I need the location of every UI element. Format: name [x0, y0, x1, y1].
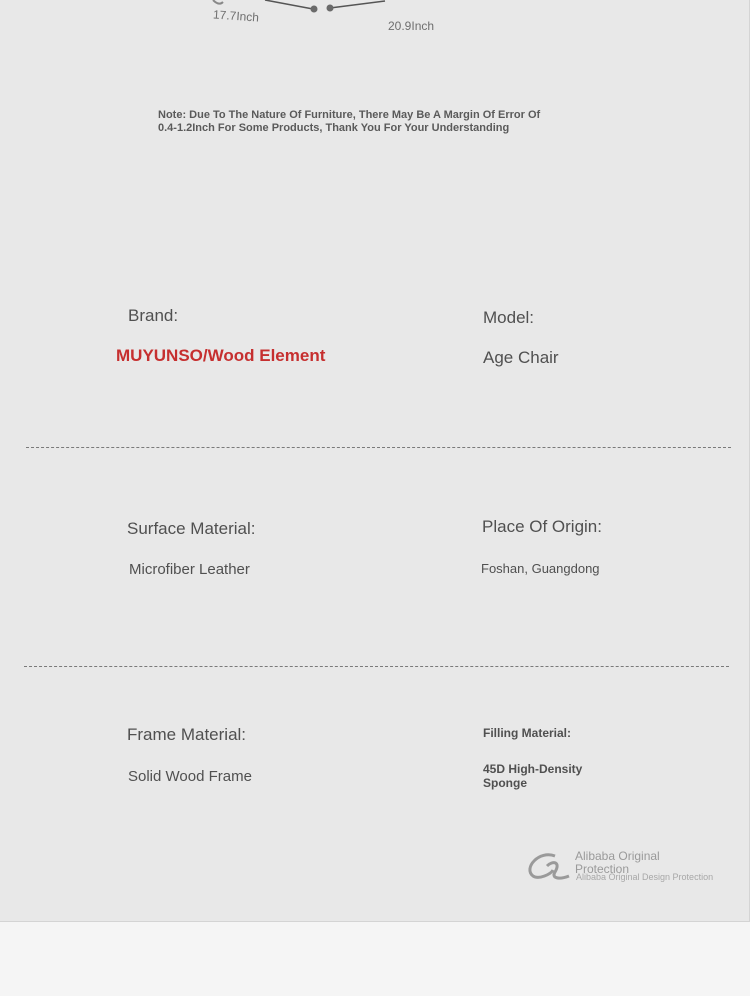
brand-label: Brand: — [128, 306, 179, 325]
frame-material-label: Frame Material: — [127, 725, 247, 744]
section-divider — [24, 666, 729, 667]
measurement-note: Note: Due To The Nature Of Furniture, There May Be A Margin Of Error Of 0.4-1.2Inch For Some Products, Thank You For Your Understanding — [158, 109, 541, 134]
badge-subtitle: Alibaba Original Design Protection — [576, 872, 714, 882]
surface-material-value: Microfiber Leather — [129, 561, 250, 578]
brand-value: MUYUNSO/Wood Element — [116, 346, 326, 365]
frame-material-value: Solid Wood Frame — [128, 768, 252, 785]
alibaba-logo-icon — [525, 852, 575, 884]
badge-title: Alibaba Original Protection — [575, 849, 660, 876]
surface-material-label: Surface Material: — [127, 519, 256, 538]
depth-dimension-label: 20.9Inch — [388, 19, 435, 33]
model-label: Model: — [483, 308, 535, 327]
section-divider — [26, 447, 731, 448]
model-value: Age Chair — [483, 348, 559, 367]
filling-material-label: Filling Material: — [483, 726, 572, 740]
place-of-origin-label: Place Of Origin: — [482, 517, 602, 536]
place-of-origin-value: Foshan, Guangdong — [481, 561, 600, 576]
filling-material-value: 45D High-Density Sponge — [483, 762, 583, 790]
width-dimension-label: 17.7Inch — [212, 7, 260, 25]
